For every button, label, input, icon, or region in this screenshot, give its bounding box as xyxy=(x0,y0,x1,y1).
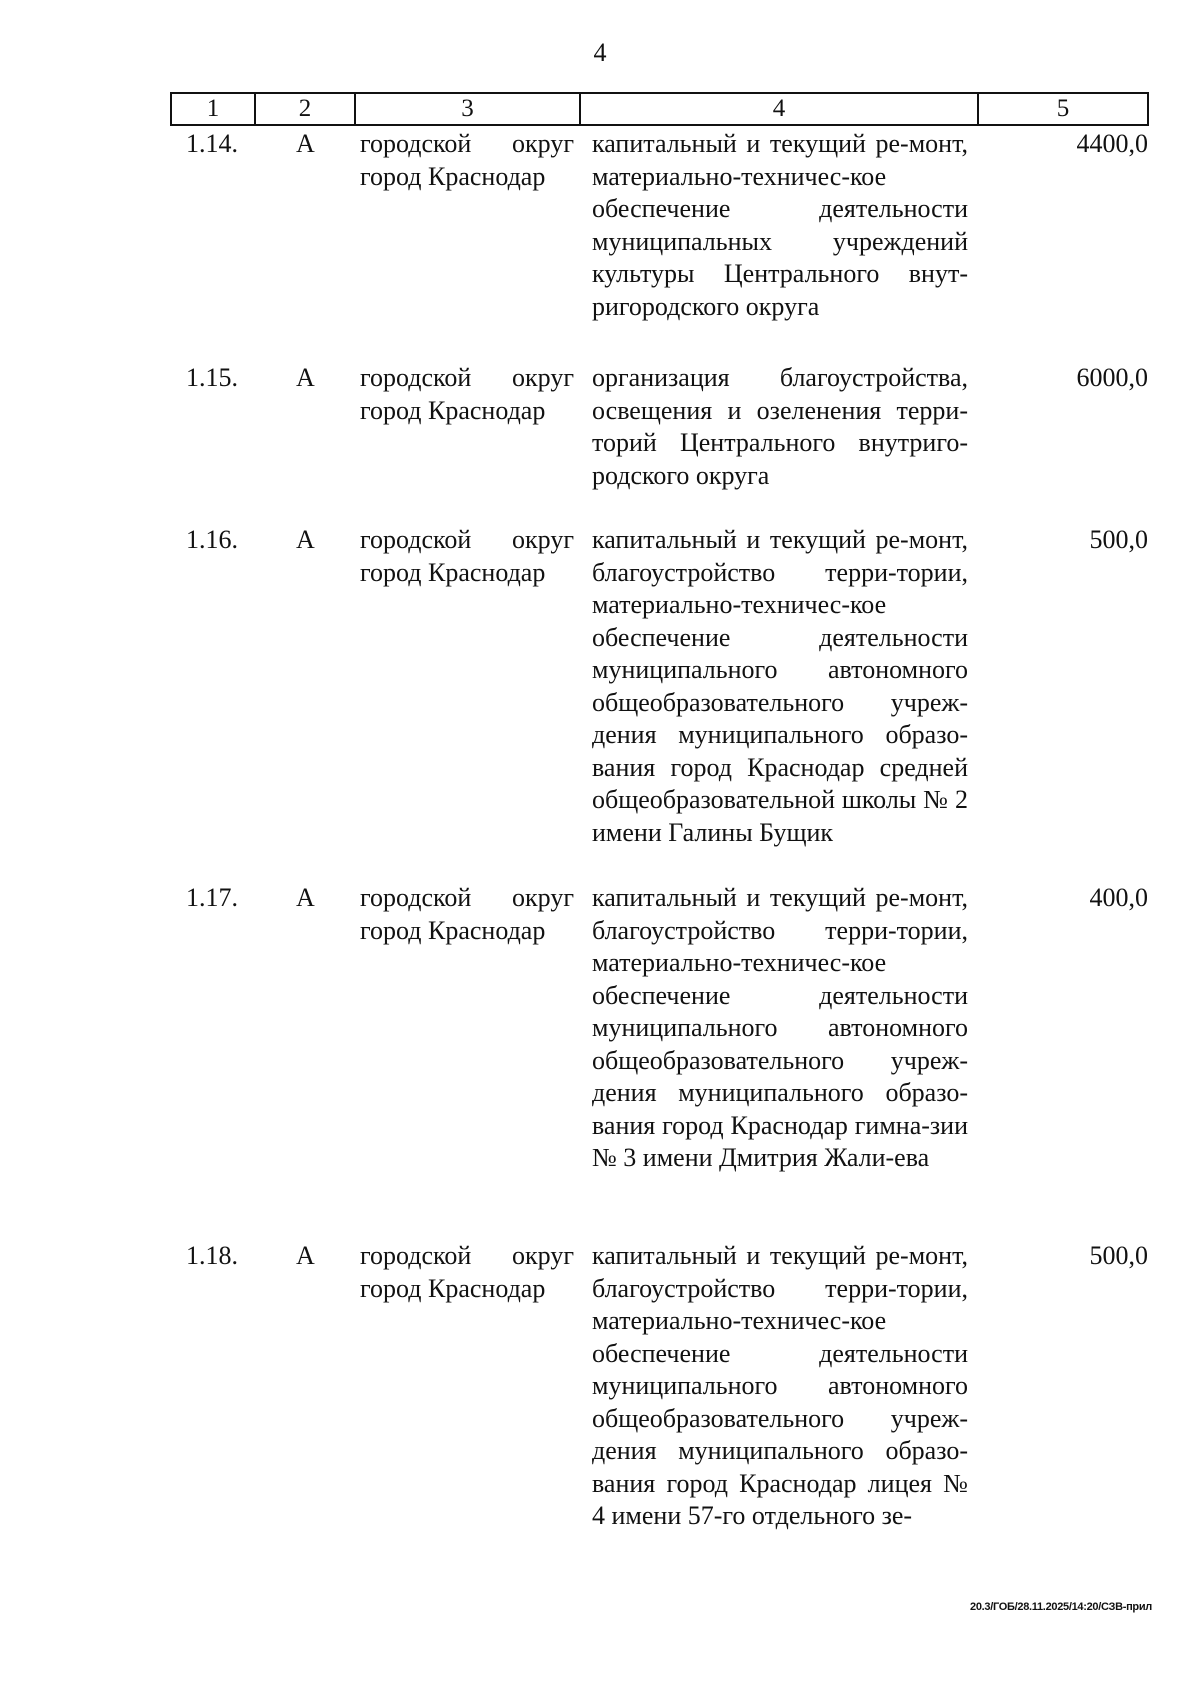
row-description: капитальный и текущий ре-монт, благоустройство терри-тории, материально-техничес-кое обеспечение деятельности муниципального автономного общеобразовательного учреж-дения муниципального образо-вания город Краснодар гимна-зии № 3 имени Дмитрия Жали-ева xyxy=(592,883,968,1172)
row-locality: городской округ город Краснодар xyxy=(360,883,574,945)
row-number: 1.17. xyxy=(186,883,238,912)
row-amount: 500,0 xyxy=(1089,525,1148,554)
column-header-5: 5 xyxy=(978,93,1148,125)
row-number: 1.16. xyxy=(186,525,238,554)
row-locality: городской округ город Краснодар xyxy=(360,525,574,587)
row-category: А xyxy=(296,1241,315,1270)
row-amount: 6000,0 xyxy=(1076,363,1148,392)
column-header-4: 4 xyxy=(580,93,978,125)
row-description: капитальный и текущий ре-монт, благоустройство терри-тории, материально-техничес-кое обеспечение деятельности муниципального автономного общеобразовательного учреж-дения муниципального образо-вания город Краснодар средней общеобразовательной школы № 2 имени Галины Бущик xyxy=(592,525,968,847)
row-description: капитальный и текущий ре-монт, благоустройство терри-тории, материально-техничес-кое обеспечение деятельности муниципального автономного общеобразовательного учреж-дения муниципального образо-вания город Краснодар лицея № 4 имени 57-го отдельного зе- xyxy=(592,1241,968,1530)
row-description: организация благоустройства, освещения и озеленения терри-торий Центрального внутриго-родского округа xyxy=(592,363,968,490)
row-locality: городской округ город Краснодар xyxy=(360,129,574,191)
row-amount: 400,0 xyxy=(1089,883,1148,912)
row-category: А xyxy=(296,363,315,392)
row-category: А xyxy=(296,883,315,912)
row-category: А xyxy=(296,525,315,554)
row-description: капитальный и текущий ре-монт, материально-техничес-кое обеспечение деятельности муниципальных учреждений культуры Центрального внут-ригородского округа xyxy=(592,129,968,321)
row-number: 1.18. xyxy=(186,1241,238,1270)
column-header-table xyxy=(170,92,1149,126)
column-header-2: 2 xyxy=(255,93,355,125)
row-amount: 4400,0 xyxy=(1076,129,1148,158)
document-reference-code: 20.3/ГОБ/28.11.2025/14:20/СЗВ-прил xyxy=(970,1601,1152,1613)
row-category: А xyxy=(296,129,315,158)
column-header-1: 1 xyxy=(171,93,255,125)
row-locality: городской округ город Краснодар xyxy=(360,363,574,425)
page-number: 4 xyxy=(593,38,607,67)
row-number: 1.15. xyxy=(186,363,238,392)
column-header-row xyxy=(171,93,1148,125)
row-locality: городской округ город Краснодар xyxy=(360,1241,574,1303)
row-amount: 500,0 xyxy=(1089,1241,1148,1270)
column-header-3: 3 xyxy=(355,93,580,125)
row-number: 1.14. xyxy=(186,129,238,158)
